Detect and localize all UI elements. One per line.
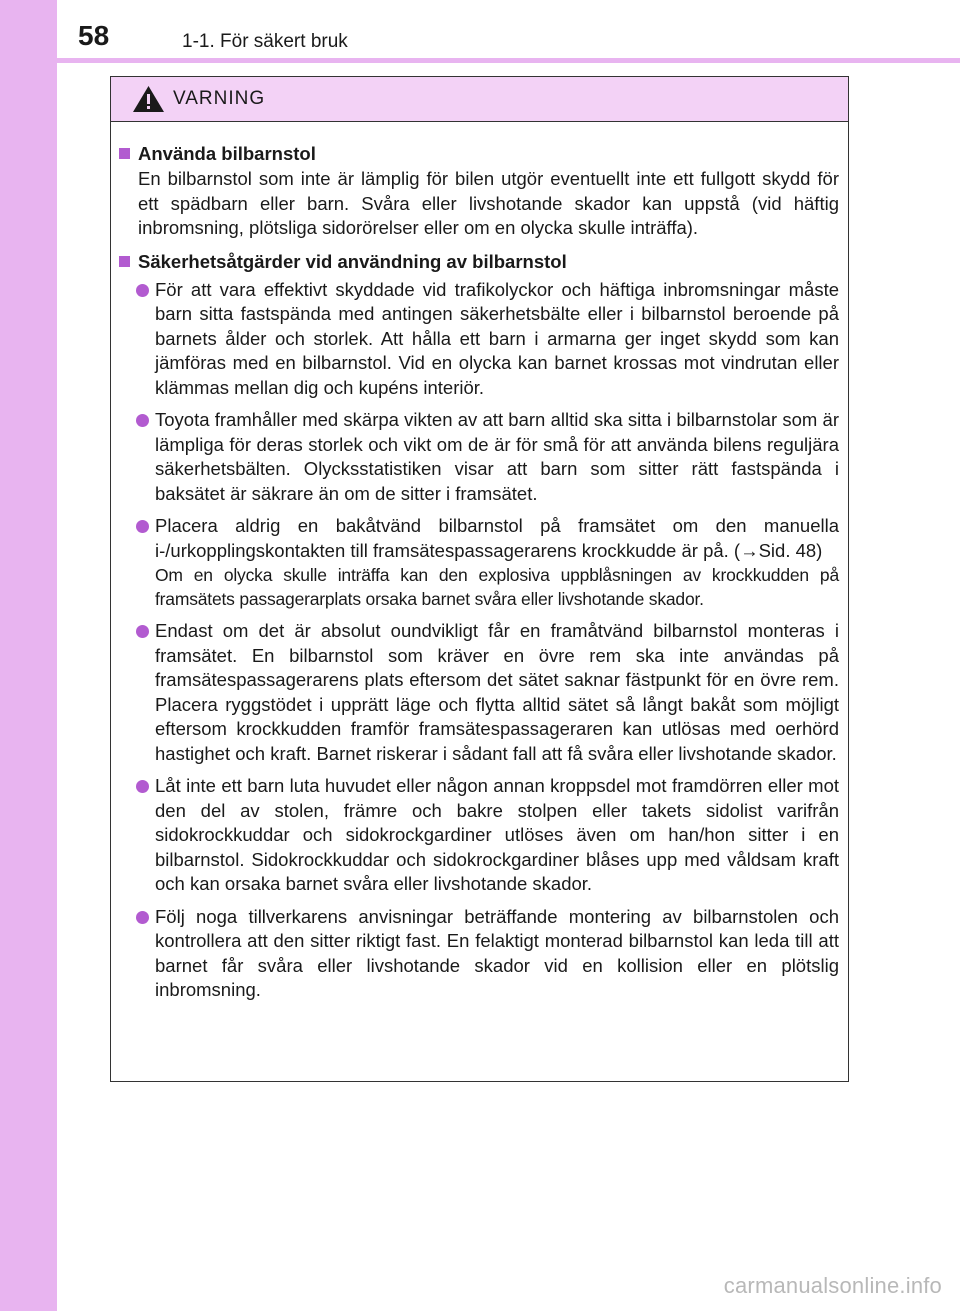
warning-box [110, 76, 849, 1082]
list-item [136, 278, 839, 401]
list-item [136, 408, 839, 506]
bullet-text: Placera aldrig en bakåtvänd bilbarnstol på framsätet om den manuella i-/urkopplingskontakten till framsätespassagerarens krockkudde är på. (→Sid. 48) [155, 515, 839, 561]
bullet-text: Följ noga tillverkarens anvisningar beträffande montering av bilbarnstolen och kontrollera att den sitter riktigt fast. En felaktigt monterad bilbarnstol kan leda till att barnet får svåra eller livshotande skador vid en kollision eller en plötslig inbromsning. [155, 905, 839, 1000]
bullet-subtext: Om en olycka skulle inträffa kan den explosiva uppblåsningen av krockkudden på framsätets passagerarplats orsaka barnet svåra eller livshotande skador. [155, 565, 839, 609]
warning-title: VARNING [173, 88, 266, 109]
bullet-block [155, 514, 839, 611]
list-item [136, 774, 839, 897]
list-item [136, 514, 839, 611]
warning-header [111, 77, 848, 122]
section-paragraph: En bilbarnstol som inte är lämplig för bilen utgör eventuellt inte ett fullgott skydd för ett spädbarn eller barn. Svåra eller livshotande skador kan uppstå (vid häftig inbromsning, plötsliga sidorörelser eller om en olycka skulle inträffa). [138, 168, 839, 238]
round-bullet-icon [136, 780, 149, 793]
round-bullet-icon [136, 520, 149, 533]
round-bullet-icon [136, 284, 149, 297]
round-bullet-icon [136, 625, 149, 638]
square-bullet-icon [119, 256, 130, 267]
side-color-bar [0, 0, 57, 1311]
section-safety-precautions [119, 249, 839, 1003]
section-title: 1-1. För säkert bruk [182, 31, 348, 52]
bullet-text: Toyota framhåller med skärpa vikten av att barn alltid ska sitta i bilbarnstolar som är lämpliga för deras storlek och vikt om de är för små för att använda bilens reguljära säkerhetsbälten. Olycksstatistiken visar att barn som sitter rätt fastspända i baksätet är säkrare än om de sitter i framsätet. [155, 409, 839, 504]
bullet-text: För att vara effektivt skyddade vid trafikolyckor och häftiga inbromsningar måste barn sitta fastspända med antingen säkerhetsbälte eller i bilbarnstol beroende på barnets ålder och storlek. Att hålla ett barn i armarna ger inget skydd som kan jämföras med en bilbarnstol. Vid en olycka kan barnet krossas mot vindrutan eller klämmas mellan dig och kupéns interiör. [155, 278, 839, 398]
section-using-child-seat [119, 141, 839, 241]
list-item [136, 905, 839, 1003]
square-bullet-icon [119, 148, 130, 159]
header-rule [57, 58, 960, 63]
bullet-text: Låt inte ett barn luta huvudet eller någon annan kroppsdel mot framdörren eller mot den del av stolen, främre och bakre stolpen eller takets sidolist varifrån sidokrockkuddar och sidokrockgardiner utlöses även om han/hon sitter i en bilbarnstol. Sidokrockkuddar och sidokrockgardiner blåses upp med våldsam kraft och kan orsaka barnet svåra eller livshotande skador. [155, 775, 839, 894]
section-heading-text: Säkerhetsåtgärder vid användning av bilbarnstol [138, 250, 567, 272]
warning-triangle-icon [132, 85, 165, 113]
section-heading-text: Använda bilbarnstol [138, 143, 316, 164]
bullet-list [119, 278, 839, 1003]
bullet-text: Endast om det är absolut oundvikligt får en framåtvänd bilbarnstol monteras i framsätet. En bilbarnstol som kräver en övre rem ska inte användas på framsätespassagerarens plats eftersom det sätet saknar fästpunkt för en övre rem. Placera ryggstödet i upprätt läge och flytta alltid sätet så långt bakåt som möjligt eftersom krockkudden framför framsätespassageraren kan utlösas med oerhörd hastighet och kraft. Barnet riskerar i sådant fall att få svåra eller livshotande skador. [155, 620, 839, 764]
list-item [136, 619, 839, 766]
watermark: carmanualsonline.info [723, 1273, 942, 1298]
section-heading [119, 141, 839, 166]
round-bullet-icon [136, 911, 149, 924]
warning-content [111, 122, 848, 1003]
round-bullet-icon [136, 414, 149, 427]
page-number: 58 [78, 20, 110, 51]
section-heading [119, 249, 839, 274]
